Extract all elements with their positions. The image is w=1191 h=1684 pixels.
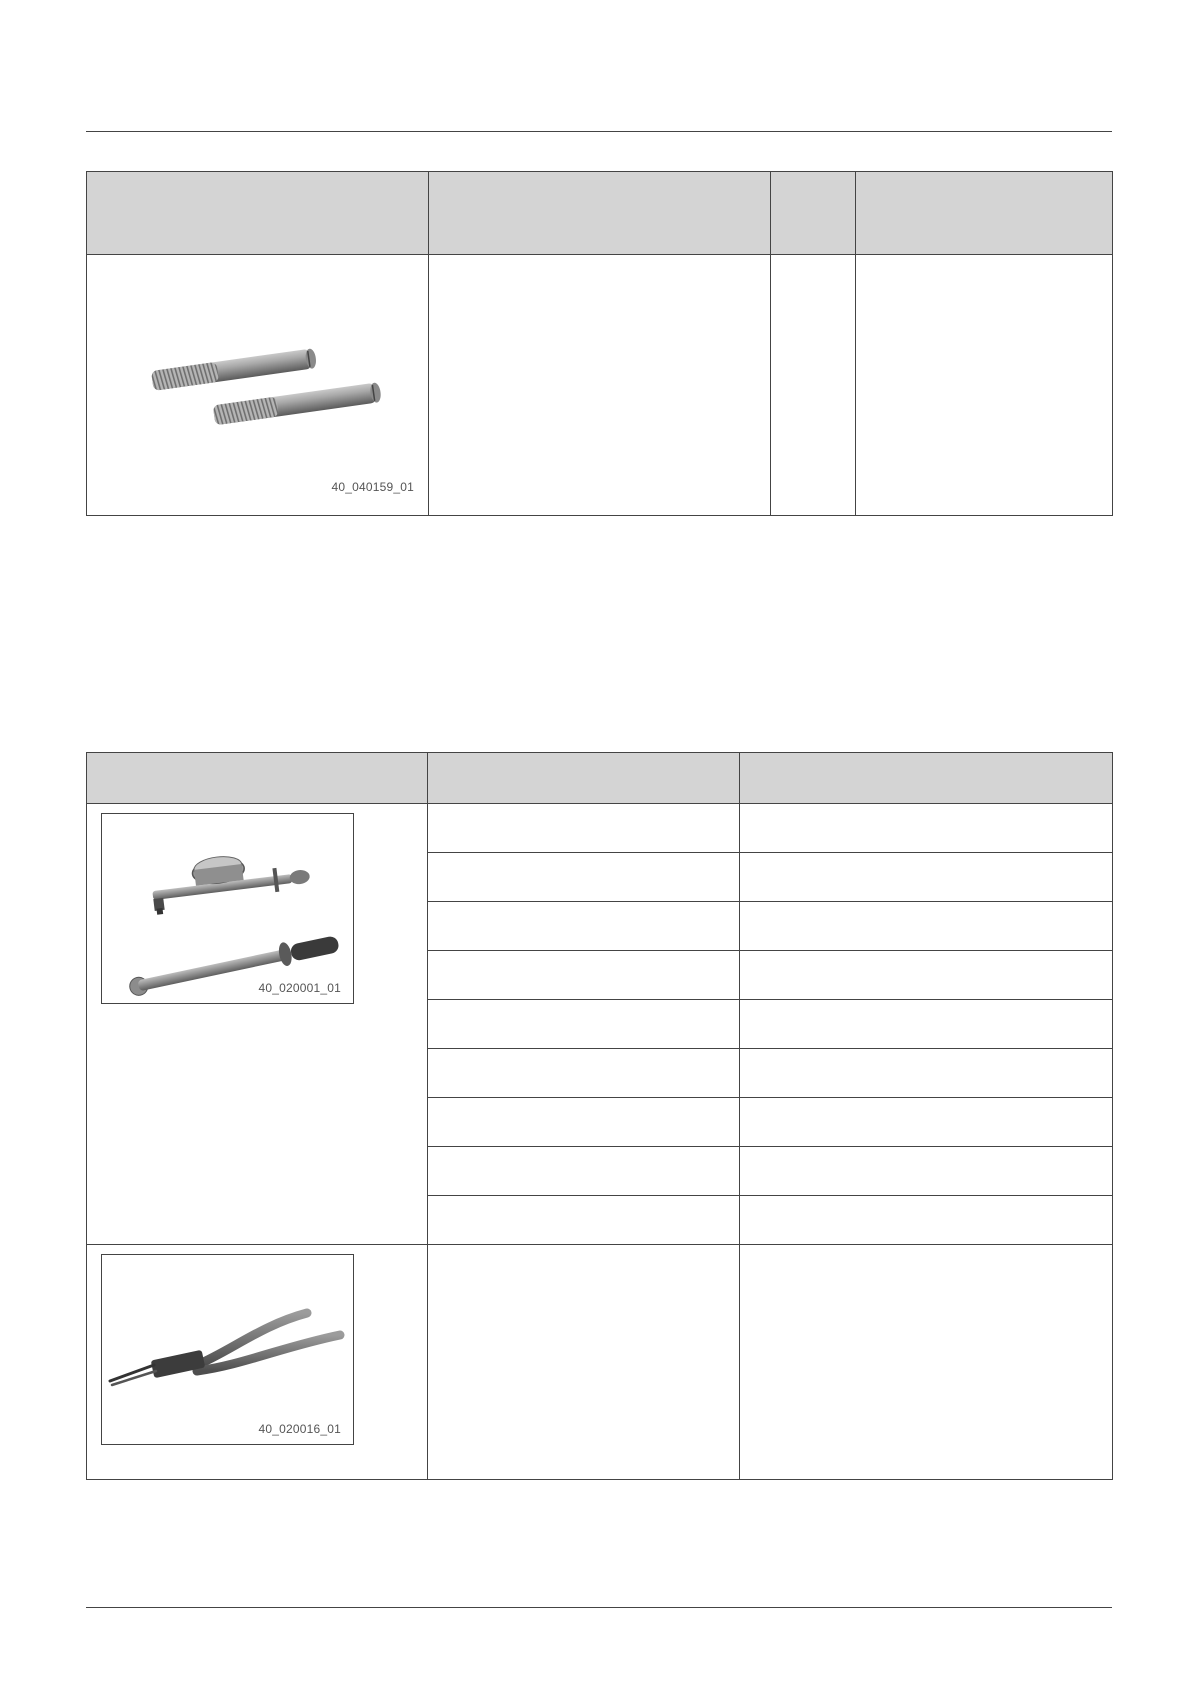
table-cell: [740, 951, 1113, 1000]
table-cell: [740, 1147, 1113, 1196]
table-cell: [740, 1245, 1113, 1480]
figure-cell: [87, 804, 428, 1245]
table-cell: [856, 255, 1113, 516]
threaded-studs-icon: [87, 255, 427, 505]
table-cell: [428, 902, 740, 951]
table-row: [87, 255, 1113, 516]
table-cell: [428, 1098, 740, 1147]
table-cell: [428, 1049, 740, 1098]
table-cell: [428, 1196, 740, 1245]
header-cell: [87, 172, 429, 255]
figure-frame: [101, 813, 354, 1004]
header-cell: [429, 172, 771, 255]
circlip-pliers-icon: [102, 1255, 353, 1444]
figure-code: 40_020001_01: [258, 981, 341, 995]
figure-cell: [87, 255, 429, 516]
tool-table-2: [86, 752, 1113, 1480]
header-cell: [856, 172, 1113, 255]
table-cell: [428, 1147, 740, 1196]
figure-frame: [101, 1254, 354, 1445]
table-cell: [740, 1098, 1113, 1147]
table-cell: [428, 804, 740, 853]
table-cell: [428, 1245, 740, 1480]
header-cell: [740, 753, 1113, 804]
table-cell: [771, 255, 856, 516]
table-cell: [429, 255, 771, 516]
table-cell: [428, 1000, 740, 1049]
table-cell: [740, 902, 1113, 951]
footer-rule: [86, 1607, 1112, 1608]
torque-wrench-icon: [102, 814, 353, 1003]
table-row: [87, 804, 1113, 853]
table-cell: [740, 1196, 1113, 1245]
table-cell: [740, 853, 1113, 902]
figure-cell: [87, 1245, 428, 1480]
figure-code: 40_040159_01: [331, 480, 414, 494]
table-cell: [740, 804, 1113, 853]
table-cell: [740, 1000, 1113, 1049]
table-cell: [740, 1049, 1113, 1098]
header-cell: [87, 753, 428, 804]
table-header-row: [87, 172, 1113, 255]
table-row: [87, 1245, 1113, 1480]
header-rule: [86, 131, 1112, 132]
figure-code: 40_020016_01: [258, 1422, 341, 1436]
tool-table-1: [86, 171, 1113, 516]
header-cell: [428, 753, 740, 804]
table-cell: [428, 853, 740, 902]
table-header-row: [87, 753, 1113, 804]
table-cell: [428, 951, 740, 1000]
header-cell: [771, 172, 856, 255]
